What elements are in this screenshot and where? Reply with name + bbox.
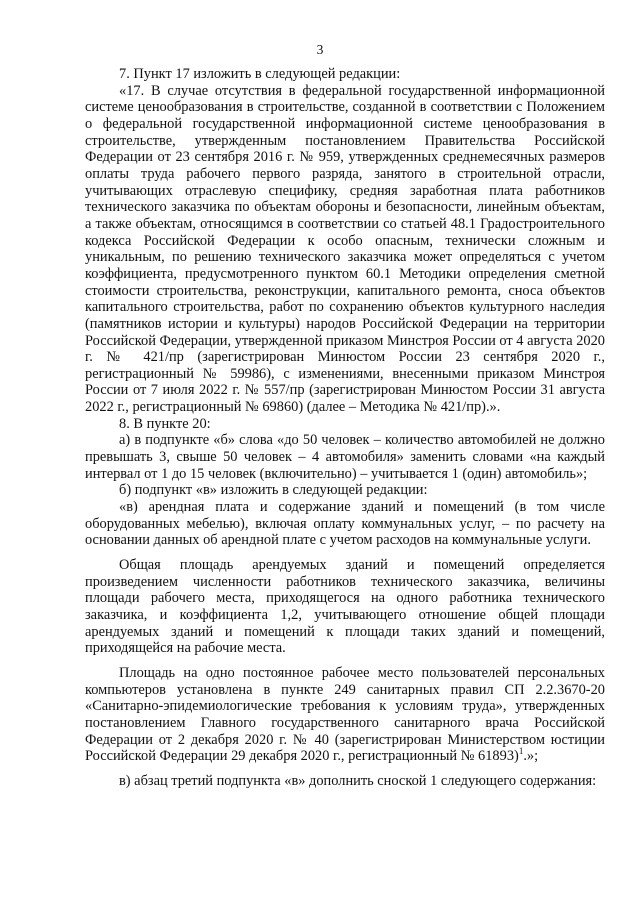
- paragraph-rent: «в) арендная плата и содержание зданий и помещений (в том числе оборудованных мебелью), включая оплату коммунальных услуг, – по расчету на основании данных об арендной плате с учетом расходов на коммунальные услуги.: [85, 499, 605, 549]
- paragraph-subitem-a: а) в подпункте «б» слова «до 50 человек – количество автомобилей не должно превышать 3, свыше 50 человек – 4 автомобиля» заменить словами «на каждый интервал от 1 до 15 человек (включительно) – учитывается 1 (один) автомобиль»;: [85, 432, 605, 482]
- paragraph-item-7: 7. Пункт 17 изложить в следующей редакции:: [119, 66, 401, 82]
- paragraph-workplace-area: [85, 665, 605, 765]
- document-body: [85, 66, 605, 790]
- paragraph-workplace-area-text: Площадь на одно постоянное рабочее место пользователей персональных компьютеров установлена в пункте 249 санитарных правил СП 2.2.3670-20 «Санитарно-эпидемиологические требования к условиям труда», утвержденных постановлением Главного государственного санитарного врача Российской Федерации от 2 декабря 2020 г. № 40 (зарегистрирован Министерством юстиции Российской Федерации 29 декабря 2020 г., регистрационный № 61893): [85, 664, 605, 765]
- paragraph-subitem-v: в) абзац третий подпункта «в» дополнить сноской 1 следующего содержания:: [119, 772, 597, 789]
- paragraph-point-17: «17. В случае отсутствия в федеральной государственной информационной системе ценообразования в строительстве, созданной в соответствии с Положением о федеральной государственной информационной системе ценообразования в строительстве, утвержденным постановлением Правительства Российской Федерации от 23 сентября 2016 г. № 959, утвержденных среднемесячных размеров оплаты труда рабочего первого разряда, занятого в строительной отрасли, учитывающих отраслевую специфику, средняя заработная плата работников технического заказчика по объектам обороны и безопасности, линейным объектам, а также объектам, относящимся в соответствии со статьей 48.1 Градостроительного кодекса Российской Федерации к особо опасным, технически сложным и уникальным, по решению технического заказчика может определяться с учетом коэффициента, предусмотренного пунктом 60.1 Методики определения сметной стоимости строительства, реконструкции, капитального ремонта, сноса объектов капитального строительства, работ по сохранению объектов культурного наследия (памятников истории и культуры) народов Российской Федерации на территории Российской Федерации, утвержденной приказом Минстроя России от 4 августа 2020 г. № 421/пр (зарегистрирован Минюстом России 23 сентября 2020 г., регистрационный № 59986), с изменениями, внесенными приказом Минстроя России от 7 июля 2022 г. № 557/пр (зарегистрирован Минюстом России 31 августа 2022 г., регистрационный № 69860) (далее – Методика № 421/пр).».: [85, 82, 605, 416]
- paragraph-item-8: 8. В пункте 20:: [119, 415, 211, 432]
- paragraph-workplace-area-tail: .»;: [523, 748, 539, 765]
- paragraph-subitem-b: б) подпункт «в» изложить в следующей редакции:: [119, 482, 428, 499]
- paragraph-total-area: Общая площадь арендуемых зданий и помещений определяется произведением численности работников технического заказчика, величины площади рабочего места, приходящегося на одного работника технического заказчика, и коэффициента 1,2, учитывающего отношение общей площади арендуемых зданий и помещений к площади таких зданий и помещений, приходящейся на рабочие места.: [85, 557, 605, 657]
- footnote-mark: 1: [518, 746, 524, 757]
- page-number: 3: [316, 42, 324, 57]
